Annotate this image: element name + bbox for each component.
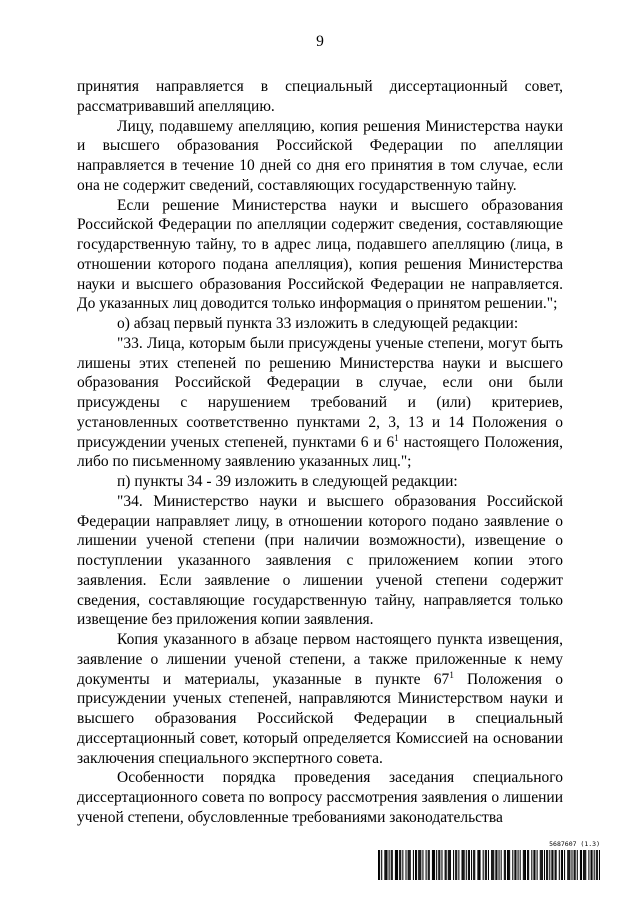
barcode-bar [514, 850, 515, 880]
barcode-bar [568, 850, 569, 880]
barcode-bar [449, 850, 450, 880]
barcode-bar [544, 850, 545, 880]
barcode-bar [441, 850, 442, 880]
barcode-bar [422, 850, 423, 880]
barcode-bar [483, 850, 484, 880]
barcode-bar [549, 850, 550, 880]
paragraph: п) пункты 34 - 39 изложить в следующей редакции: [117, 473, 458, 490]
paragraph: "33. Лица, которым были присуждены ученые степени, могут быть лишены этих степеней по решению Министерства науки и высшего образования Российской Федерации в случае, если они были присуждены с нарушением требований и (или) критериев, установленных соответственно пунктами 2, 3, 13 и 14 Положения о присуждении ученых степеней, пунктами 6 и $6^1$ настоящего Положения, либо по письменному заявлению указанных лиц."; [77, 334, 564, 471]
paragraph: Копия указанного в абзаце первом настоящего пункта извещения, заявление о лишении ученой степени, а также приложенные к нему документы и материалы, указанные в пункте $67^1$ Положения о присуждении ученых степеней, направляются Министерством науки и высшего образования Российской Федерации в специальный диссертационный совет, который определяется Комиссией на основании заключения специального экспертного совета. [77, 631, 563, 767]
barcode-bar [466, 850, 467, 880]
barcode-bar [546, 850, 547, 880]
barcode-bar [439, 850, 440, 880]
barcode-bar [450, 850, 451, 880]
barcode-bar [468, 850, 469, 880]
barcode-bar [379, 850, 380, 880]
barcode-bar [588, 850, 589, 880]
barcode-bar [594, 850, 595, 880]
barcode-bar [552, 850, 553, 880]
barcode-bar [433, 850, 434, 880]
barcode-bar [580, 850, 581, 880]
barcode-bar [455, 850, 456, 880]
barcode-bar [515, 850, 516, 880]
paragraph: Особенности порядка проведения заседания специального диссертационного совета по вопросу рассмотрения заявления о лишении ученой степени, обусловленные требованиями законодательства [77, 769, 563, 826]
barcode-bar [405, 850, 406, 880]
barcode-bar [520, 850, 521, 880]
barcode-bar [512, 850, 513, 880]
barcode-bar [527, 850, 528, 880]
barcode-bar [478, 850, 479, 880]
barcode-bar [537, 850, 538, 880]
barcode-bar [409, 850, 410, 880]
barcode-bar [571, 850, 572, 880]
barcode-bar [505, 850, 506, 880]
barcode-bar [420, 850, 421, 880]
barcode-bar [540, 850, 541, 880]
barcode-bar [381, 850, 382, 880]
barcode-bar [551, 850, 552, 880]
barcode-bar [428, 850, 429, 880]
barcode-bar [596, 850, 597, 880]
barcode-bar [541, 850, 542, 880]
barcode-bar [518, 850, 519, 880]
barcode-bar [508, 850, 509, 880]
barcode-bar [564, 850, 565, 880]
barcode-bar [477, 850, 478, 880]
barcode-bar [524, 850, 525, 880]
barcode-bar [574, 850, 575, 880]
barcode-bar [488, 850, 489, 880]
barcode-bar [434, 850, 435, 880]
document-body [77, 77, 563, 828]
barcode-bar [590, 850, 591, 880]
barcode-bar [492, 850, 493, 880]
barcode-bar [473, 850, 474, 880]
barcode-bar [400, 850, 401, 880]
barcode-bar [384, 850, 385, 880]
barcode-bar [583, 850, 584, 880]
barcode-bar [402, 850, 403, 880]
barcode-bar [523, 850, 524, 880]
barcode-bar [581, 850, 582, 880]
barcode-bar [463, 850, 464, 880]
barcode-bar [556, 850, 557, 880]
barcode-bar [413, 850, 414, 880]
barcode-bar [531, 850, 532, 880]
barcode-bar [445, 850, 446, 880]
barcode-bar [485, 850, 486, 880]
barcode-bar [462, 850, 463, 880]
barcode-bar [496, 850, 497, 880]
barcode-bar [509, 850, 510, 880]
barcode-bar [525, 850, 526, 880]
barcode-bar [504, 850, 505, 880]
barcode-bar [416, 850, 417, 880]
barcode [378, 850, 600, 880]
barcode-bar [479, 850, 480, 880]
barcode-bar [438, 850, 439, 880]
barcode-bar [471, 850, 472, 880]
barcode-bar [448, 850, 449, 880]
barcode-block [378, 840, 600, 882]
barcode-bar [507, 850, 508, 880]
barcode-bar [436, 850, 437, 880]
barcode-bar [392, 850, 393, 880]
barcode-bar [501, 850, 502, 880]
paragraph: "34. Министерство науки и высшего образования Российской Федерации направляет лицу, в отношении которого подано заявление о лишении ученой степени (при наличии возможности), извещение о поступлении указанного заявления с приложением копии этого заявления. Если заявление о лишении ученой степени содержит сведения, составляющие государственную тайну, направляется только извещение без приложения копии заявления. [77, 492, 563, 629]
barcode-bar [559, 850, 560, 880]
barcode-bar [389, 850, 390, 880]
barcode-bar [592, 850, 593, 880]
barcode-bar [378, 850, 379, 880]
barcode-bar [575, 850, 576, 880]
barcode-bar [395, 850, 396, 880]
barcode-bar [410, 850, 411, 880]
barcode-bar [555, 850, 556, 880]
barcode-bar [446, 850, 447, 880]
paragraph: Если решение Министерства науки и высшего образования Российской Федерации по апелляции содержит сведения, составляющие государственную тайну, то в адрес лица, подавшего апелляцию (лица, в отношении которого подана апелляция), копия решения Министерства науки и высшего образования Российской Федерации не направляется. До указанных лиц доводится только информация о принятом решении."; [77, 196, 563, 313]
barcode-bar [528, 850, 529, 880]
barcode-bar [493, 850, 494, 880]
barcode-bar [418, 850, 419, 880]
superscript: 1 [394, 432, 399, 443]
barcode-bar [429, 850, 430, 880]
barcode-bar [458, 850, 459, 880]
barcode-bar [396, 850, 397, 880]
barcode-bar [499, 850, 500, 880]
barcode-bar [561, 850, 562, 880]
barcode-bar [547, 850, 548, 880]
superscript: 1 [449, 669, 454, 680]
barcode-bar [584, 850, 585, 880]
barcode-bar [408, 850, 409, 880]
barcode-bar [495, 850, 496, 880]
barcode-bar [491, 850, 492, 880]
barcode-bar [469, 850, 470, 880]
barcode-bar [569, 850, 570, 880]
barcode-bar [562, 850, 563, 880]
barcode-bar [599, 850, 600, 880]
paragraph: о) абзац первый пункта 33 изложить в следующей редакции: [117, 315, 519, 332]
barcode-bar [464, 850, 465, 880]
barcode-bar [533, 850, 534, 880]
barcode-bar [453, 850, 454, 880]
paragraph: принятия направляется в специальный диссертационный совет, рассматривавший апелляцию. [77, 78, 563, 115]
barcode-bar [432, 850, 433, 880]
barcode-bar [397, 850, 398, 880]
barcode-bar [542, 850, 543, 880]
barcode-bar [419, 850, 420, 880]
barcode-bar [577, 850, 578, 880]
barcode-bar [399, 850, 400, 880]
barcode-bar [534, 850, 535, 880]
barcode-bar [597, 850, 598, 880]
barcode-bar [486, 850, 487, 880]
barcode-bar [391, 850, 392, 880]
barcode-bar [456, 850, 457, 880]
page-number: 9 [316, 33, 324, 50]
barcode-bar [474, 850, 475, 880]
barcode-bar [567, 850, 568, 880]
barcode-bar [386, 850, 387, 880]
barcode-bar [426, 850, 427, 880]
barcode-bar [385, 850, 386, 880]
barcode-label: 5687607 (1.3) [549, 840, 600, 848]
paragraph: Лицу, подавшему апелляцию, копия решения Министерства науки и высшего образования Российской Федерации по апелляции направляется в течение 10 дней со дня его принятия в том случае, если она не содержит сведений, составляющих государственную тайну. [77, 117, 563, 194]
barcode-bar [415, 850, 416, 880]
barcode-bar [585, 850, 586, 880]
